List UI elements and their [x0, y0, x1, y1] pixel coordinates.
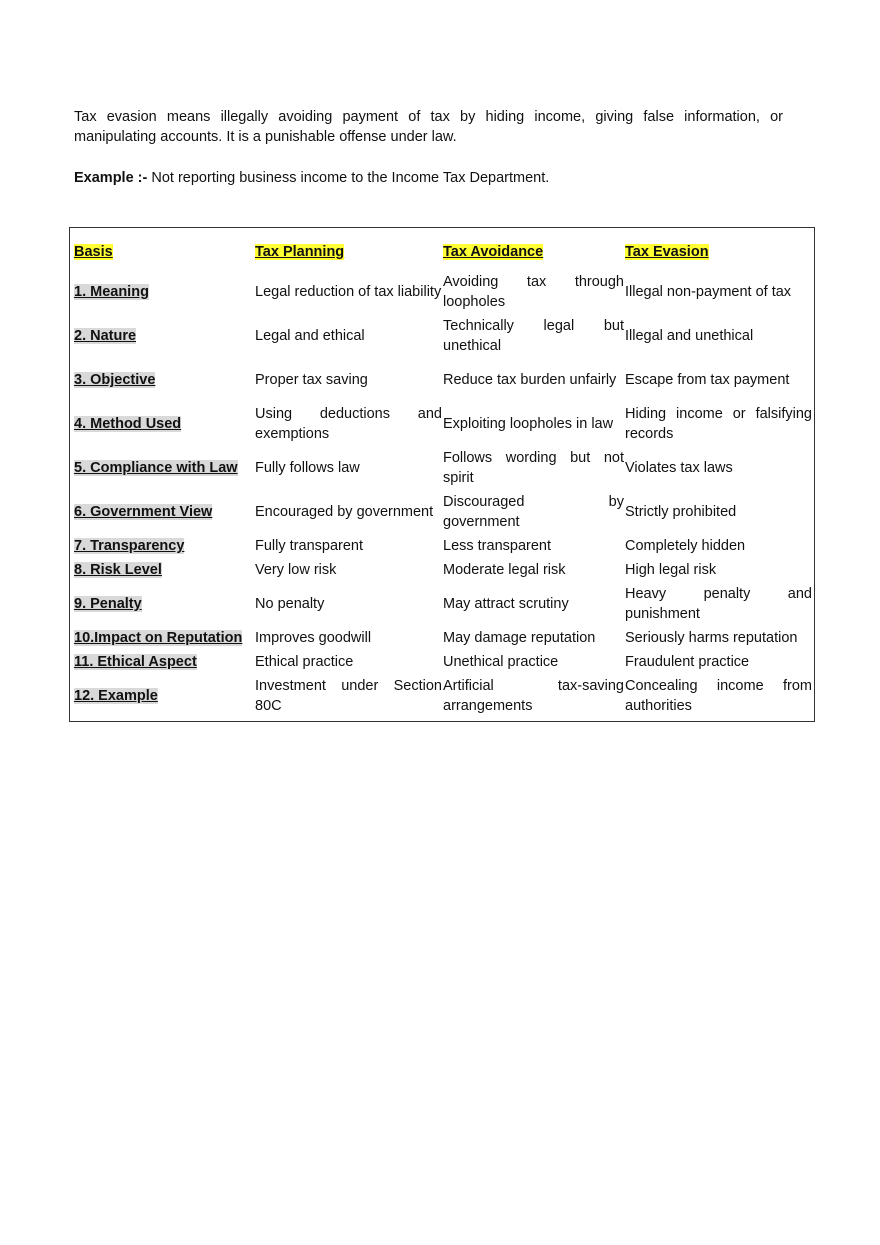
- table-cell: Follows wording but not spirit: [443, 450, 624, 486]
- table-cell: Fully transparent: [255, 538, 363, 554]
- table-cell: Very low risk: [255, 562, 337, 578]
- table-cell: Artificial tax-saving arrangements: [443, 678, 624, 714]
- basis-cell: [74, 270, 255, 314]
- basis-cell: [74, 402, 255, 446]
- comparison-table: [74, 240, 813, 718]
- basis-cell: [74, 534, 255, 558]
- basis-label: 6. Government View: [74, 504, 213, 520]
- table-row: [74, 402, 813, 446]
- table-header-row: [74, 240, 813, 270]
- basis-label: 9. Penalty: [74, 596, 142, 612]
- table-row: [74, 674, 813, 718]
- table-row: [74, 446, 813, 490]
- table-cell: Exploiting loopholes in law: [443, 416, 614, 432]
- header-cell: [74, 240, 255, 270]
- header-cell: [443, 240, 625, 270]
- table-cell: Illegal and unethical: [625, 328, 754, 344]
- comparison-table-frame: [69, 227, 815, 722]
- header-cell: [625, 240, 813, 270]
- basis-cell: [74, 314, 255, 358]
- table-cell: Completely hidden: [625, 538, 746, 554]
- example-paragraph: [74, 168, 783, 188]
- header-basis: Basis: [74, 244, 113, 260]
- basis-label: 5. Compliance with Law: [74, 460, 238, 476]
- table-cell: Fully follows law: [255, 460, 360, 476]
- table-cell: Improves goodwill: [255, 630, 372, 646]
- table-row: [74, 626, 813, 650]
- table-row: [74, 490, 813, 534]
- table-row: [74, 270, 813, 314]
- basis-cell: [74, 446, 255, 490]
- table-cell: Heavy penalty and punishment: [625, 586, 812, 622]
- table-cell: Avoiding tax through loopholes: [443, 274, 624, 310]
- table-row: [74, 650, 813, 674]
- basis-label: 7. Transparency: [74, 538, 185, 554]
- basis-cell: [74, 674, 255, 718]
- table-row: [74, 558, 813, 582]
- table-cell: Ethical practice: [255, 654, 354, 670]
- table-cell: High legal risk: [625, 562, 717, 578]
- table-cell: Legal and ethical: [255, 328, 365, 344]
- table-cell: May attract scrutiny: [443, 596, 569, 612]
- header-cell: [255, 240, 443, 270]
- basis-cell: [74, 358, 255, 402]
- table-cell: Proper tax saving: [255, 372, 368, 388]
- basis-label: 2. Nature: [74, 328, 137, 344]
- table-row: [74, 534, 813, 558]
- basis-cell: [74, 558, 255, 582]
- header-tax-planning: Tax Planning: [255, 244, 345, 260]
- table-cell: Escape from tax payment: [625, 372, 790, 388]
- table-cell: Discouraged by government: [443, 494, 624, 530]
- table-cell: Hiding income or falsifying records: [625, 406, 812, 442]
- basis-label: 1. Meaning: [74, 284, 149, 300]
- example-text: Not reporting business income to the Income Tax Department.: [147, 170, 550, 186]
- basis-cell: [74, 650, 255, 674]
- basis-cell: [74, 490, 255, 534]
- table-cell: Investment under Section 80C: [255, 678, 442, 714]
- header-tax-evasion: Tax Evasion: [625, 244, 709, 260]
- table-cell: Strictly prohibited: [625, 504, 737, 520]
- table-row: [74, 582, 813, 626]
- table-cell: Violates tax laws: [625, 460, 733, 476]
- table-cell: Technically legal but unethical: [443, 318, 624, 354]
- basis-label: 10.Impact on Reputation: [74, 630, 243, 646]
- basis-cell: [74, 626, 255, 650]
- example-label: Example :-: [74, 170, 148, 186]
- table-cell: Using deductions and exemptions: [255, 406, 442, 442]
- basis-label: 8. Risk Level: [74, 562, 162, 578]
- table-cell: Encouraged by government: [255, 504, 434, 520]
- table-cell: May damage reputation: [443, 630, 596, 646]
- table-row: [74, 358, 813, 402]
- basis-label: 11. Ethical Aspect: [74, 654, 197, 670]
- basis-label: 4. Method Used: [74, 416, 182, 432]
- intro-paragraph: Tax evasion means illegally avoiding payment of tax by hiding income, giving false information, or manipulating accounts. It is a punishable offense under law.: [74, 109, 783, 145]
- table-row: [74, 314, 813, 358]
- table-cell: Illegal non-payment of tax: [625, 284, 792, 300]
- table-cell: Fraudulent practice: [625, 654, 750, 670]
- table-cell: Reduce tax burden unfairly: [443, 372, 617, 388]
- table-cell: Moderate legal risk: [443, 562, 566, 578]
- table-cell: Concealing income from authorities: [625, 678, 812, 714]
- table-cell: Less transparent: [443, 538, 552, 554]
- basis-cell: [74, 582, 255, 626]
- table-cell: No penalty: [255, 596, 325, 612]
- table-cell: Unethical practice: [443, 654, 559, 670]
- header-tax-avoidance: Tax Avoidance: [443, 244, 544, 260]
- table-cell: Seriously harms reputation: [625, 630, 798, 646]
- table-cell: Legal reduction of tax liability: [255, 284, 442, 300]
- basis-label: 12. Example: [74, 688, 158, 704]
- basis-label: 3. Objective: [74, 372, 156, 388]
